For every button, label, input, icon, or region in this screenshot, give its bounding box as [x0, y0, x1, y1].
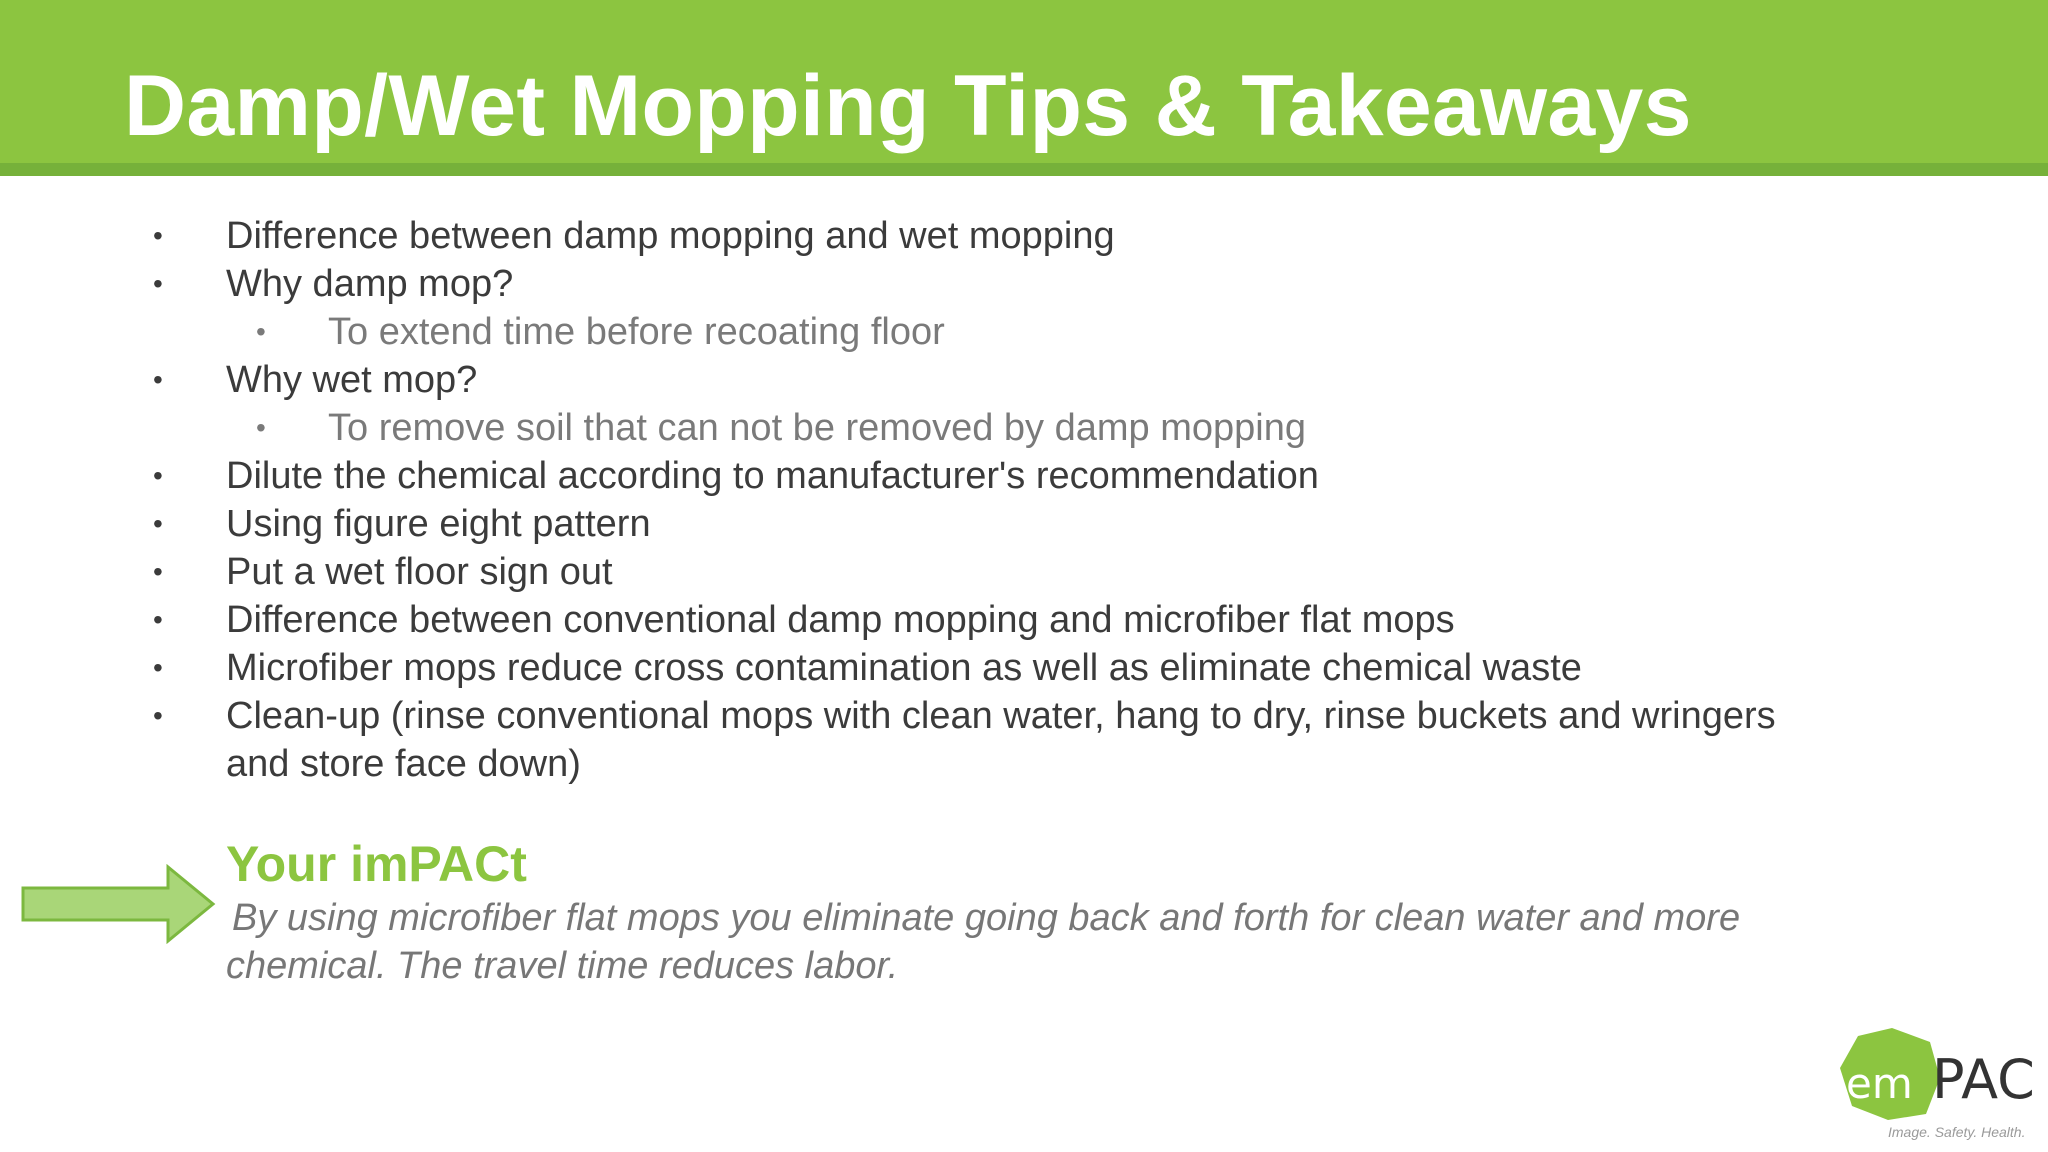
- bullet-item: [0, 356, 2048, 404]
- bullet-text: and store face down): [226, 743, 581, 785]
- bullet-text: Using figure eight pattern: [226, 503, 651, 545]
- right-arrow-icon: [20, 864, 216, 944]
- title-bar-stripe: [0, 163, 2048, 176]
- bullet-text: Why wet mop?: [226, 359, 478, 401]
- bullet-item: [0, 260, 2048, 308]
- bullet-text: Why damp mop?: [226, 263, 514, 305]
- bullet-text: Put a wet floor sign out: [226, 551, 613, 593]
- impact-text: [226, 894, 1846, 990]
- bullet-text: Difference between conventional damp mopping and microfiber flat mops: [226, 599, 1455, 641]
- bullet-text: Dilute the chemical according to manufacturer's recommendation: [226, 455, 1319, 497]
- logo-em-text: em: [1846, 1059, 1913, 1108]
- bullet-dot: •: [153, 700, 163, 731]
- bullet-text: To remove soil that can not be removed by damp mopping: [328, 407, 1306, 449]
- impact-line: chemical. The travel time reduces labor.: [226, 945, 899, 987]
- bullet-item: [0, 548, 2048, 596]
- bullet-text: Difference between damp mopping and wet mopping: [226, 215, 1115, 257]
- bullet-dot: •: [153, 220, 163, 251]
- logo-tagline: Image. Safety. Health.: [1888, 1124, 2026, 1140]
- bullet-dot: •: [256, 316, 266, 347]
- bullet-text: Clean-up (rinse conventional mops with clean water, hang to dry, rinse buckets and wringers: [226, 695, 1776, 737]
- impact-heading: Your imPACt: [226, 836, 527, 892]
- bullet-text: Microfiber mops reduce cross contamination as well as eliminate chemical waste: [226, 647, 1582, 689]
- bullet-dot: •: [153, 364, 163, 395]
- sub-bullet-item: [0, 308, 2048, 356]
- bullet-dot: •: [256, 412, 266, 443]
- bullet-text: To extend time before recoating floor: [328, 311, 945, 353]
- bullet-item: [0, 692, 2048, 740]
- bullet-dot: •: [153, 604, 163, 635]
- bullet-item: [0, 500, 2048, 548]
- bullet-dot: •: [153, 460, 163, 491]
- sub-bullet-item: [0, 404, 2048, 452]
- bullet-item: [0, 212, 2048, 260]
- bullet-item: [0, 596, 2048, 644]
- slide-title: Damp/Wet Mopping Tips & Takeaways: [124, 58, 1692, 154]
- bullet-dot: •: [153, 652, 163, 683]
- bullet-item: [0, 452, 2048, 500]
- bullet-continuation: [0, 740, 2048, 788]
- bullet-dot: •: [153, 268, 163, 299]
- bullet-dot: •: [153, 508, 163, 539]
- bullet-item: [0, 644, 2048, 692]
- bullet-dot: •: [153, 556, 163, 587]
- logo-pac-text: PAC: [1932, 1048, 2035, 1111]
- bullet-list: [0, 212, 2048, 788]
- impact-line: By using microfiber flat mops you eliminate going back and forth for clean water and more: [232, 897, 1741, 939]
